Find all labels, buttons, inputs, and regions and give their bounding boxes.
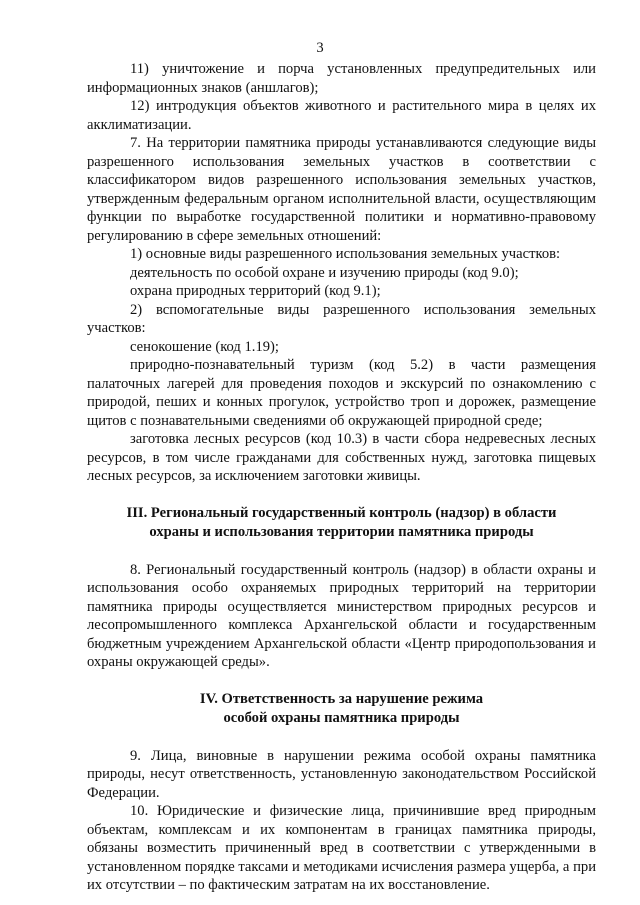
- land-use-item: охрана природных территорий (код 9.1);: [130, 283, 381, 299]
- list-item-12: 12) интродукция объектов животного и растительного мира в целях их акклиматизации.: [87, 98, 596, 133]
- land-use-item: сенокошение (код 1.19);: [130, 338, 279, 355]
- land-use-aux-heading: 2) вспомогательные виды разрешенного использования земельных участков:: [87, 301, 596, 336]
- section-4: [87, 690, 596, 895]
- section-4-heading-line-2: особой охраны памятника природы: [223, 709, 460, 726]
- section-4-heading-line-1: IV. Ответственность за нарушение режима: [199, 690, 484, 707]
- paragraph-10: 10. Юридические и физические лица, причинившие вред природным объектам, комплексам и их компонентам в границах памятника природы, обязаны возместить причиненный вред в соответствии с утвержденными в установленном порядке таксами и методиками исчисления размера ущерба, а при их отсутствии – по фактическим затратам на их восстановление.: [87, 803, 596, 893]
- section-3: [87, 504, 596, 672]
- land-use-main-heading: 1) основные виды разрешенного использования земельных участков:: [130, 246, 561, 262]
- list-item-11: 11) уничтожение и порча установленных предупредительных или информационных знаков (аншлагов);: [87, 61, 596, 96]
- land-use-item: деятельность по особой охране и изучению природы (код 9.0);: [130, 264, 519, 281]
- paragraph-8: 8. Региональный государственный контроль (надзор) в области охраны и использования особо охраняемых природных территорий на территории памятника природы осуществляется министерством природных ресурсов и лесопромышленного комплекса Архангельской области и государственным бюджетным учреждением Архангельской области «Центр природопользования и охраны окружающей среды».: [87, 561, 596, 670]
- land-use-item: заготовка лесных ресурсов (код 10.3) в части сбора недревесных лесных ресурсов, в том числе гражданами для собственных нужд, заготовка пищевых лесных ресурсов, за исключением заготовки живицы.: [87, 431, 596, 484]
- paragraph-9: 9. Лица, виновные в нарушении режима особой охраны памятника природы, несут ответственность, установленную законодательством Российской Федерации.: [87, 747, 596, 801]
- paragraph-7: 7. На территории памятника природы устанавливаются следующие виды разрешенного использования земельных участков в соответствии с классификатором видов разрешенного использования земельных участков, утвержденным федеральным органом исполнительной власти, осуществляющим функции по выработке государственной политики и нормативно-правовому регулированию в сфере земельных отношений:: [87, 135, 596, 244]
- document-body: [87, 60, 596, 895]
- page-number: 3: [316, 40, 324, 56]
- section-3-heading-line-2: охраны и использования территории памятника природы: [149, 523, 534, 540]
- land-use-item: природно-познавательный туризм (код 5.2) в части размещения палаточных лагерей для проведения походов и экскурсий по ознакомлению с природой, пеших и конных прогулок, устройство троп и дорожек, размещение щитов с познавательными сведениями об окружающей природной среде;: [87, 357, 596, 429]
- section-3-heading-line-1: III. Региональный государственный контроль (надзор) в области: [126, 504, 557, 521]
